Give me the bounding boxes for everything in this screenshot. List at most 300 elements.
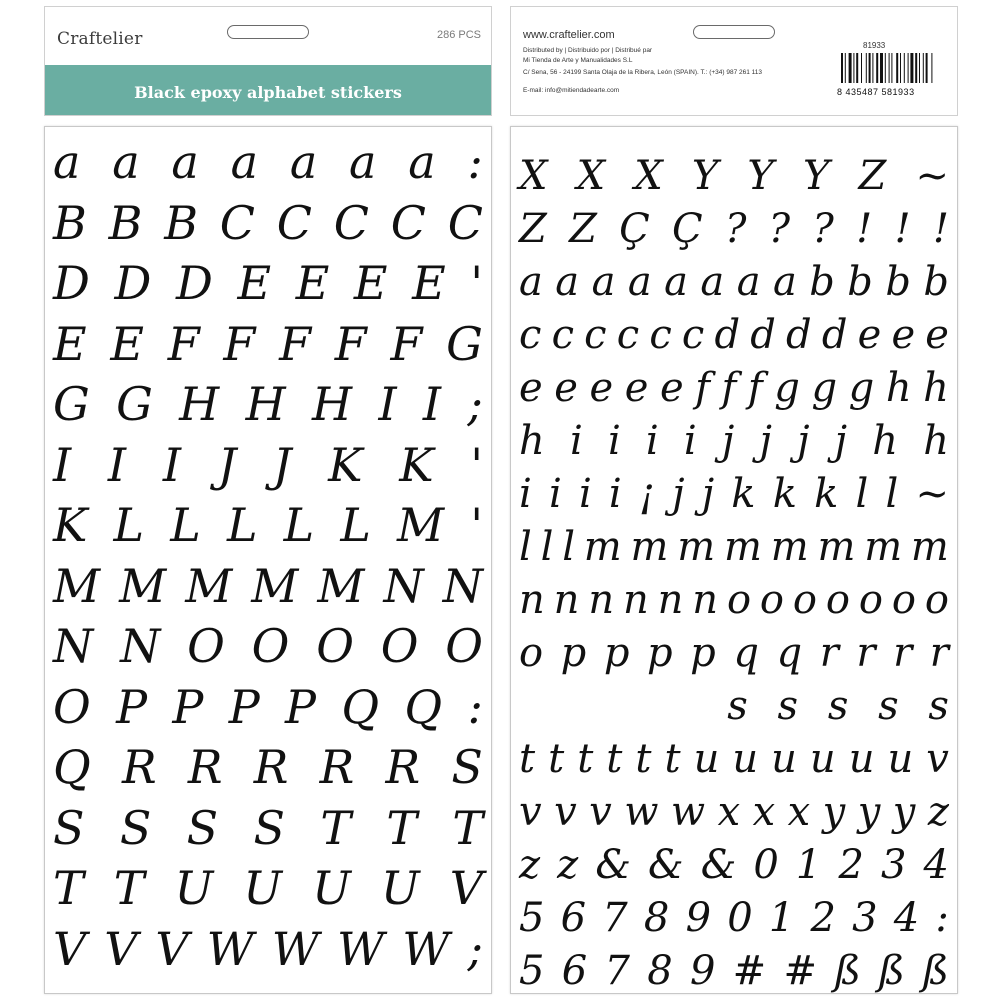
letter-sticker: V bbox=[155, 921, 189, 976]
letter-sticker: ß bbox=[922, 948, 949, 994]
letter-sticker: m bbox=[817, 524, 856, 570]
letter-sticker: L bbox=[113, 498, 145, 552]
letter-sticker: s bbox=[878, 683, 899, 729]
letter-sticker: x bbox=[717, 789, 741, 835]
front-package-header bbox=[44, 6, 492, 116]
letter-sticker: c bbox=[681, 312, 705, 358]
letter-sticker: # bbox=[732, 948, 767, 994]
letter-sticker: B bbox=[164, 195, 198, 250]
letter-sticker: q bbox=[733, 630, 759, 676]
hang-hole bbox=[227, 25, 309, 39]
letter-sticker: E bbox=[53, 316, 87, 371]
letter-sticker: W bbox=[206, 921, 254, 976]
letter-sticker: t bbox=[664, 736, 681, 782]
letter-sticker: l bbox=[519, 524, 532, 570]
letter-sticker: h bbox=[923, 365, 949, 411]
sticker-row bbox=[53, 375, 483, 433]
letter-sticker: Ç bbox=[619, 206, 650, 252]
letter-sticker: ! bbox=[856, 206, 873, 252]
letter-sticker: M bbox=[251, 558, 299, 613]
sticker-row bbox=[53, 254, 483, 312]
letter-sticker: z bbox=[557, 842, 579, 888]
letter-sticker: E bbox=[295, 256, 330, 310]
letter-sticker: O bbox=[445, 619, 483, 673]
letter-sticker: 0 bbox=[753, 842, 779, 888]
letter-sticker: o bbox=[726, 577, 752, 623]
letter-sticker: l bbox=[540, 524, 554, 570]
letter-sticker: i bbox=[519, 471, 532, 517]
letter-sticker: o bbox=[825, 577, 850, 623]
letter-sticker: m bbox=[677, 524, 716, 570]
letter-sticker: U bbox=[243, 861, 283, 915]
sticker-row bbox=[53, 315, 483, 373]
letter-sticker: b bbox=[923, 259, 949, 305]
company-name: Mi Tienda de Arte y Manualidades S.L bbox=[523, 57, 633, 64]
letter-sticker: O bbox=[380, 619, 419, 673]
letter-sticker: D bbox=[114, 256, 152, 310]
letter-sticker: j bbox=[759, 418, 772, 464]
letter-sticker: i bbox=[607, 418, 621, 464]
letter-sticker: f bbox=[695, 365, 710, 411]
product-title: Black epoxy alphabet stickers bbox=[134, 83, 402, 102]
letter-sticker: ; bbox=[467, 377, 483, 431]
letter-sticker: Y bbox=[802, 153, 830, 199]
letter-sticker: 9 bbox=[685, 895, 712, 941]
letter-sticker: 9 bbox=[689, 948, 716, 994]
letter-sticker: c bbox=[584, 312, 607, 358]
letter-sticker: a bbox=[555, 259, 580, 305]
letter-sticker: r bbox=[893, 630, 913, 676]
letter-sticker: a bbox=[736, 259, 761, 305]
letter-sticker: b bbox=[847, 259, 873, 305]
letter-sticker: k bbox=[814, 471, 839, 517]
letter-sticker: R bbox=[319, 740, 355, 794]
sticker-row bbox=[519, 624, 949, 682]
letter-sticker: a bbox=[171, 135, 199, 189]
back-package-header bbox=[510, 6, 958, 116]
letter-sticker: ; bbox=[467, 921, 483, 976]
letter-sticker: : bbox=[935, 895, 949, 941]
letter-sticker: C bbox=[219, 195, 255, 250]
letter-sticker: n bbox=[553, 577, 580, 623]
letter-sticker: 2 bbox=[838, 842, 864, 888]
letter-sticker: c bbox=[551, 312, 574, 358]
letter-sticker: r bbox=[856, 630, 876, 676]
letter-sticker: m bbox=[583, 524, 622, 570]
letter-sticker: O bbox=[316, 619, 354, 673]
letter-sticker: V bbox=[104, 921, 138, 976]
letter-sticker: w bbox=[670, 789, 706, 835]
letter-sticker: 4 bbox=[923, 842, 949, 888]
sticker-row bbox=[53, 436, 483, 494]
letter-sticker: S bbox=[53, 800, 85, 855]
barcode-digits: 8 435487 581933 bbox=[837, 87, 915, 97]
letter-sticker: j bbox=[834, 418, 848, 464]
letter-sticker: f bbox=[747, 365, 763, 411]
letter-sticker: j bbox=[672, 471, 685, 517]
letter-sticker: e bbox=[857, 312, 882, 358]
company-address: C/ Sena, 56 - 24199 Santa Olaja de la Ribera, León (SPAIN). T.: (+34) 987 261 113 bbox=[523, 69, 763, 76]
sticker-row bbox=[519, 253, 949, 311]
back-sticker-sheet bbox=[510, 126, 958, 994]
letter-sticker: F bbox=[334, 316, 367, 371]
letter-sticker: O bbox=[251, 619, 290, 673]
letter-sticker: Z bbox=[519, 206, 547, 252]
letter-sticker: o bbox=[891, 577, 916, 623]
letter-sticker: ' bbox=[470, 498, 483, 552]
letter-sticker: & bbox=[595, 842, 631, 888]
letter-sticker: m bbox=[864, 524, 903, 570]
letter-sticker: & bbox=[648, 842, 684, 888]
letter-sticker: c bbox=[649, 312, 672, 358]
letter-sticker: H bbox=[312, 377, 353, 431]
sticker-row bbox=[519, 465, 949, 523]
letter-sticker: a bbox=[53, 135, 81, 189]
letter-sticker: Q bbox=[53, 740, 91, 794]
letter-sticker: j bbox=[701, 471, 715, 517]
letter-sticker: a bbox=[627, 259, 652, 305]
letter-sticker: L bbox=[226, 498, 258, 552]
letter-sticker: a bbox=[230, 135, 259, 189]
letter-sticker: L bbox=[340, 498, 371, 552]
letter-sticker: U bbox=[380, 861, 420, 915]
sticker-row bbox=[519, 836, 949, 894]
letter-sticker: v bbox=[926, 736, 949, 782]
letter-sticker: r bbox=[819, 630, 839, 676]
sticker-row bbox=[53, 557, 483, 615]
letter-sticker: h bbox=[885, 365, 912, 411]
sticker-row bbox=[519, 730, 949, 788]
letter-sticker: o bbox=[924, 577, 949, 623]
distributor-line: Distributed by | Distribuido por | Distribué par bbox=[523, 47, 653, 54]
sticker-row bbox=[53, 738, 483, 796]
letter-sticker: m bbox=[723, 524, 762, 570]
letter-sticker: : bbox=[467, 679, 483, 734]
letter-sticker: c bbox=[616, 312, 640, 358]
letter-sticker: ! bbox=[932, 206, 949, 252]
letter-sticker: B bbox=[108, 195, 143, 250]
sticker-row bbox=[519, 571, 949, 629]
letter-sticker: j bbox=[721, 418, 735, 464]
letter-sticker: J bbox=[217, 437, 237, 492]
letter-sticker: f bbox=[721, 365, 737, 411]
letter-sticker: I bbox=[422, 377, 442, 431]
letter-sticker: i bbox=[683, 418, 697, 464]
letter-sticker: t bbox=[577, 736, 594, 782]
letter-sticker: D bbox=[53, 256, 90, 310]
letter-sticker: e bbox=[925, 312, 949, 358]
letter-sticker: t bbox=[606, 736, 623, 782]
letter-sticker: T bbox=[386, 800, 417, 855]
letter-sticker: w bbox=[624, 789, 659, 835]
sticker-row bbox=[519, 783, 949, 841]
letter-sticker: U bbox=[312, 861, 351, 915]
letter-sticker: X bbox=[576, 153, 606, 199]
letter-sticker: i bbox=[578, 471, 592, 517]
letter-sticker: P bbox=[285, 679, 316, 734]
letter-sticker: a bbox=[408, 135, 436, 189]
letter-sticker: F bbox=[390, 316, 423, 371]
letter-sticker: ß bbox=[834, 948, 861, 994]
sticker-row bbox=[519, 942, 949, 1000]
barcode-icon bbox=[841, 53, 949, 83]
letter-sticker: e bbox=[589, 365, 614, 411]
letter-sticker: n bbox=[657, 577, 684, 623]
letter-sticker: o bbox=[792, 577, 817, 623]
letter-sticker: e bbox=[519, 365, 543, 411]
letter-sticker: E bbox=[412, 256, 446, 310]
sticker-row bbox=[53, 799, 483, 857]
letter-sticker: W bbox=[337, 921, 385, 976]
letter-sticker: g bbox=[811, 365, 838, 411]
letter-sticker: a bbox=[519, 259, 543, 305]
letter-sticker: i bbox=[569, 418, 583, 464]
sticker-row bbox=[53, 920, 483, 978]
letter-sticker: 0 bbox=[727, 895, 753, 941]
letter-sticker: U bbox=[174, 861, 214, 915]
letter-sticker: 1 bbox=[768, 895, 795, 941]
letter-sticker: L bbox=[170, 498, 201, 552]
letter-sticker: Q bbox=[341, 679, 380, 734]
letter-sticker: u bbox=[809, 736, 836, 782]
letter-sticker: F bbox=[223, 316, 256, 371]
letter-sticker: i bbox=[548, 471, 562, 517]
letter-sticker: S bbox=[186, 800, 219, 855]
letter-sticker: t bbox=[635, 736, 652, 782]
letter-sticker: e bbox=[624, 365, 649, 411]
letter-sticker: p bbox=[647, 630, 673, 676]
letter-sticker: L bbox=[283, 498, 315, 552]
letter-sticker: Z bbox=[569, 206, 597, 252]
letter-sticker: n bbox=[622, 577, 649, 623]
letter-sticker: o bbox=[519, 630, 544, 676]
letter-sticker: e bbox=[554, 365, 578, 411]
letter-sticker: l bbox=[855, 471, 869, 517]
letter-sticker: z bbox=[927, 789, 949, 835]
letter-sticker: p bbox=[560, 630, 587, 676]
letter-sticker: I bbox=[378, 377, 397, 431]
letter-sticker: 3 bbox=[880, 842, 907, 888]
letter-sticker: d bbox=[750, 312, 776, 358]
letter-sticker: S bbox=[253, 800, 285, 855]
letter-sticker: g bbox=[774, 365, 800, 411]
sticker-row bbox=[519, 889, 949, 947]
letter-sticker: a bbox=[289, 135, 318, 189]
letter-sticker: G bbox=[116, 377, 153, 431]
letter-sticker: ~ bbox=[915, 153, 949, 199]
letter-sticker: h bbox=[923, 418, 949, 464]
letter-sticker: G bbox=[446, 316, 483, 371]
sticker-row bbox=[519, 147, 949, 205]
letter-sticker: j bbox=[797, 418, 810, 464]
letter-sticker: h bbox=[519, 418, 545, 464]
letter-sticker: 7 bbox=[602, 895, 628, 941]
hang-hole bbox=[693, 25, 775, 39]
letter-sticker: M bbox=[119, 558, 167, 613]
letter-sticker: # bbox=[783, 948, 817, 994]
letter-sticker: i bbox=[608, 471, 622, 517]
letter-sticker: R bbox=[253, 740, 289, 794]
letter-sticker: e bbox=[891, 312, 916, 358]
letter-sticker: Ç bbox=[672, 206, 703, 252]
letter-sticker: y bbox=[892, 789, 916, 835]
letter-sticker: H bbox=[179, 377, 220, 431]
letter-sticker: N bbox=[383, 558, 424, 613]
letter-sticker: a bbox=[349, 135, 377, 189]
letter-sticker: N bbox=[442, 558, 483, 613]
letter-sticker: u bbox=[848, 736, 875, 782]
letter-sticker: c bbox=[519, 312, 542, 358]
letter-sticker: m bbox=[770, 524, 809, 570]
website-url: www.craftelier.com bbox=[523, 29, 615, 41]
letter-sticker: k bbox=[772, 471, 797, 517]
letter-sticker: u bbox=[771, 736, 797, 782]
letter-sticker: ¡ bbox=[638, 471, 655, 517]
letter-sticker: ß bbox=[878, 948, 905, 994]
letter-sticker: t bbox=[548, 736, 565, 782]
letter-sticker: n bbox=[588, 577, 615, 623]
letter-sticker: ' bbox=[470, 256, 483, 310]
brand-logo: Craftelier bbox=[57, 29, 143, 49]
letter-sticker: u bbox=[732, 736, 759, 782]
letter-sticker: W bbox=[402, 921, 450, 976]
letter-sticker: X bbox=[634, 153, 663, 199]
letter-sticker: H bbox=[245, 377, 286, 431]
letter-sticker: b bbox=[809, 259, 835, 305]
sticker-row bbox=[53, 194, 483, 252]
letter-sticker: a bbox=[700, 259, 725, 305]
letter-sticker: M bbox=[53, 558, 101, 613]
letter-sticker: u bbox=[693, 736, 720, 782]
letter-sticker: K bbox=[328, 437, 363, 492]
letter-sticker: V bbox=[449, 861, 483, 915]
sticker-row bbox=[519, 518, 949, 576]
letter-sticker: b bbox=[885, 259, 911, 305]
letter-sticker: M bbox=[185, 558, 233, 613]
letter-sticker: C bbox=[276, 195, 312, 250]
letter-sticker: Y bbox=[747, 153, 774, 199]
letter-sticker: i bbox=[645, 418, 659, 464]
letter-sticker: r bbox=[929, 630, 949, 676]
letter-sticker: : bbox=[467, 135, 483, 189]
letter-sticker: z bbox=[519, 842, 541, 888]
sticker-row bbox=[53, 859, 483, 917]
letter-sticker: 5 bbox=[519, 895, 545, 941]
letter-sticker: ? bbox=[812, 206, 834, 252]
letter-sticker: I bbox=[107, 437, 127, 492]
letter-sticker: o bbox=[759, 577, 785, 623]
letter-sticker: p bbox=[690, 630, 716, 676]
sticker-row bbox=[53, 133, 483, 191]
sticker-row bbox=[519, 677, 949, 735]
sticker-row bbox=[519, 412, 949, 470]
letter-sticker: J bbox=[272, 437, 292, 492]
letter-sticker: I bbox=[162, 437, 181, 492]
letter-sticker: ~ bbox=[915, 471, 949, 517]
letter-sticker: G bbox=[53, 377, 90, 431]
letter-sticker: v bbox=[519, 789, 542, 835]
letter-sticker: 6 bbox=[561, 948, 588, 994]
letter-sticker: m bbox=[630, 524, 669, 570]
sticker-row bbox=[53, 496, 483, 554]
letter-sticker: P bbox=[172, 679, 204, 734]
letter-sticker: d bbox=[714, 312, 741, 358]
company-email: E-mail: info@mitiendadearte.com bbox=[523, 87, 620, 94]
sticker-row bbox=[519, 306, 949, 364]
letter-sticker: O bbox=[53, 679, 91, 734]
letter-sticker: m bbox=[910, 524, 949, 570]
letter-sticker: v bbox=[554, 789, 577, 835]
letter-sticker: s bbox=[777, 683, 799, 729]
letter-sticker: 8 bbox=[647, 948, 673, 994]
letter-sticker: t bbox=[519, 736, 536, 782]
letter-sticker: T bbox=[53, 861, 84, 915]
letter-sticker: 8 bbox=[643, 895, 670, 941]
letter-sticker: e bbox=[659, 365, 684, 411]
letter-sticker: g bbox=[848, 365, 875, 411]
letter-sticker: E bbox=[237, 256, 272, 310]
letter-sticker: Z bbox=[858, 153, 887, 199]
letter-sticker: C bbox=[447, 195, 483, 250]
letter-sticker: 7 bbox=[604, 948, 630, 994]
sticker-row bbox=[519, 359, 949, 417]
letter-sticker: a bbox=[772, 259, 797, 305]
letter-sticker: R bbox=[385, 740, 421, 794]
letter-sticker: y bbox=[857, 789, 881, 835]
letter-sticker: l bbox=[562, 524, 575, 570]
letter-sticker: M bbox=[317, 558, 365, 613]
letter-sticker: v bbox=[589, 789, 612, 835]
letter-sticker: 2 bbox=[810, 895, 836, 941]
letter-sticker: 4 bbox=[893, 895, 920, 941]
letter-sticker: y bbox=[822, 789, 846, 835]
letter-sticker: 1 bbox=[795, 842, 822, 888]
letter-sticker: s bbox=[727, 683, 748, 729]
letter-sticker: & bbox=[700, 842, 737, 888]
letter-sticker: N bbox=[53, 619, 94, 673]
sticker-row bbox=[519, 200, 949, 258]
letter-sticker: x bbox=[752, 789, 776, 835]
letter-sticker: P bbox=[116, 679, 148, 734]
letter-sticker: V bbox=[53, 921, 87, 976]
letter-sticker: h bbox=[872, 418, 899, 464]
letter-sticker: s bbox=[928, 683, 949, 729]
letter-sticker: d bbox=[821, 312, 848, 358]
letter-sticker: D bbox=[176, 256, 213, 310]
letter-sticker: F bbox=[279, 316, 312, 371]
letter-sticker: k bbox=[731, 471, 756, 517]
letter-sticker: a bbox=[664, 259, 688, 305]
letter-sticker: Y bbox=[691, 153, 719, 199]
letter-sticker: I bbox=[53, 437, 72, 492]
letter-sticker: a bbox=[112, 135, 140, 189]
letter-sticker: X bbox=[519, 153, 548, 199]
letter-sticker: Q bbox=[404, 679, 443, 734]
letter-sticker: ! bbox=[894, 206, 911, 252]
letter-sticker: E bbox=[110, 316, 144, 371]
letter-sticker: K bbox=[399, 437, 434, 492]
sticker-row bbox=[53, 617, 483, 675]
letter-sticker: 5 bbox=[519, 948, 545, 994]
letter-sticker: P bbox=[228, 679, 260, 734]
front-sticker-sheet bbox=[44, 126, 492, 994]
letter-sticker: T bbox=[113, 861, 145, 915]
letter-sticker: 3 bbox=[852, 895, 878, 941]
letter-sticker: l bbox=[885, 471, 899, 517]
letter-sticker: S bbox=[119, 800, 152, 855]
letter-sticker: a bbox=[591, 259, 616, 305]
letter-sticker: T bbox=[452, 800, 483, 855]
